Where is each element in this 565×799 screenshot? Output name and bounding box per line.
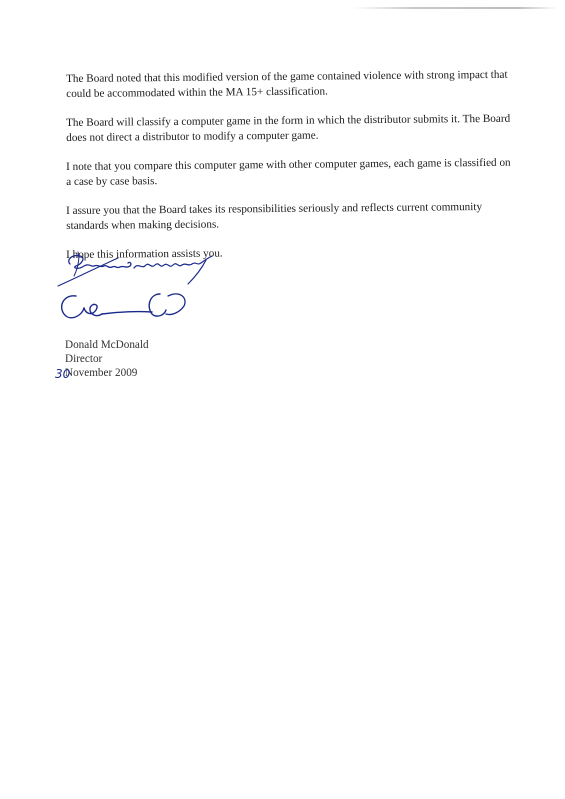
letter-date: [55, 366, 149, 381]
handwritten-closing-signature: [56, 248, 226, 290]
paragraph-classification-policy: The Board will classify a computer game in the form in which the distributor submits it. The Board does not direct a distributor to modify a computer game.: [66, 112, 511, 144]
paragraph-assurance: I assure you that the Board takes its responsibilities seriously and reflects current community standards when making decisions.: [66, 201, 483, 232]
paragraph-classification-note: The Board noted that this modified version of the game contained violence with strong impact that could be accommodated within the MA 15+ classification.: [66, 68, 508, 100]
signatory-name: Donald McDonald: [65, 339, 149, 351]
signatory-title: Director: [65, 353, 103, 365]
scan-artifact-line: [352, 7, 558, 9]
handwritten-signature: [56, 286, 196, 326]
paragraph-case-by-case: I note that you compare this computer game with other computer games, each game is classified on a case by case basis.: [66, 156, 511, 188]
date-month-year: November 2009: [65, 367, 138, 379]
signoff-block: [55, 338, 149, 381]
letter-body: [66, 68, 516, 277]
paragraph-closing-remark: I hope this information assists you.: [66, 247, 223, 261]
handwritten-date-day: 30: [55, 367, 71, 381]
